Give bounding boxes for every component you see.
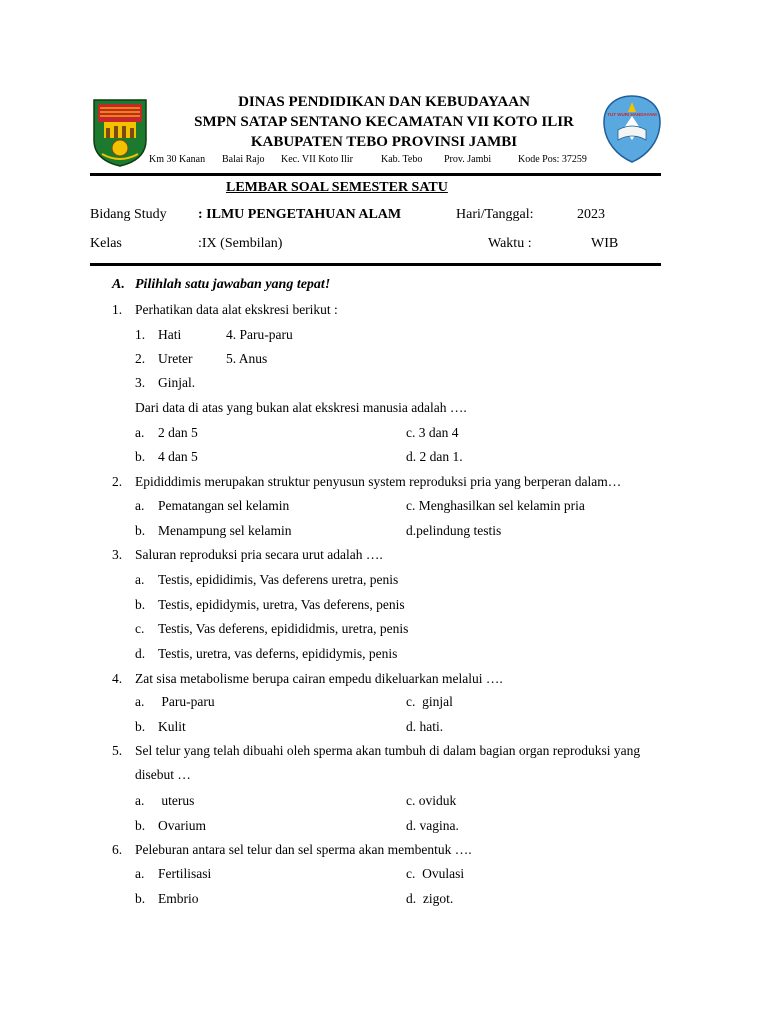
option-text: d. vagina. <box>406 818 459 833</box>
option-letter: b. <box>135 449 146 464</box>
option-letter: b. <box>135 891 146 906</box>
date-label: Hari/Tanggal: <box>456 207 534 222</box>
option-text: Embrio <box>158 891 199 906</box>
question-text: Peleburan antara sel telur dan sel sperma akan membentuk …. <box>135 842 472 857</box>
time-value: WIB <box>591 236 619 251</box>
question-text: Saluran reproduksi pria secara urut adalah …. <box>135 547 383 562</box>
option-text: d. zigot. <box>406 891 454 906</box>
option-text: Kulit <box>158 719 186 734</box>
question-number: 3. <box>112 547 123 562</box>
option-text: 2 dan 5 <box>158 425 198 440</box>
list-item: Hati <box>158 327 182 342</box>
class-value: :IX (Sembilan) <box>198 236 283 251</box>
question-number: 2. <box>112 474 123 489</box>
option-text: c. Menghasilkan sel kelamin pria <box>406 498 585 513</box>
header-line-1: DINAS PENDIDIKAN DAN KEBUDAYAAN <box>238 94 530 110</box>
option-letter: a. <box>135 793 145 808</box>
section-instruction: Pilihlah satu jawaban yang tepat! <box>135 277 331 292</box>
header-line-2: SMPN SATAP SENTANO KECAMATAN VII KOTO ILIR <box>194 114 574 130</box>
question-number: 4. <box>112 671 123 686</box>
option-letter: a. <box>135 866 145 881</box>
option-letter: a. <box>135 425 145 440</box>
subject-value: : ILMU PENGETAHUAN ALAM <box>198 207 402 222</box>
option-letter: d. <box>135 646 146 661</box>
option-letter: a. <box>135 694 145 709</box>
option-letter: a. <box>135 498 145 513</box>
address-district: Kec. VII Koto Ilir <box>281 154 354 165</box>
section-letter: A. <box>112 277 125 292</box>
list-number: 2. <box>135 351 146 366</box>
sheet-title: LEMBAR SOAL SEMESTER SATU <box>226 180 448 195</box>
address-village: Balai Rajo <box>222 154 265 165</box>
option-text: d. 2 dan 1. <box>406 449 463 464</box>
option-text: Menampung sel kelamin <box>158 523 292 538</box>
question-text: Epididdimis merupakan struktur penyusun system reproduksi pria yang berperan dalam… <box>135 474 622 489</box>
option-text: 4 dan 5 <box>158 449 198 464</box>
option-letter: b. <box>135 818 146 833</box>
question-prompt: Dari data di atas yang bukan alat ekskresi manusia adalah …. <box>135 400 467 415</box>
option-text: Pematangan sel kelamin <box>158 498 290 513</box>
option-text: uterus <box>158 793 195 808</box>
list-number: 3. <box>135 375 146 390</box>
option-text: Testis, Vas deferens, epidididmis, uretra, penis <box>158 621 409 636</box>
option-text: d. hati. <box>406 719 444 734</box>
option-text: d.pelindung testis <box>406 523 502 538</box>
info-divider <box>90 263 661 266</box>
letterhead-divider <box>90 173 661 176</box>
option-text: Testis, epididimis, Vas deferens uretra, penis <box>158 572 399 587</box>
option-text: c. ginjal <box>406 694 453 709</box>
option-letter: a. <box>135 572 145 587</box>
option-letter: c. <box>135 621 145 636</box>
question-number: 5. <box>112 743 123 758</box>
option-text: c. oviduk <box>406 793 457 808</box>
subject-label: Bidang Study <box>90 207 167 222</box>
option-letter: b. <box>135 523 146 538</box>
option-text: Testis, epididymis, uretra, Vas deferens, penis <box>158 597 405 612</box>
option-letter: b. <box>135 719 146 734</box>
list-item: 5. Anus <box>226 351 268 366</box>
address-regency: Kab. Tebo <box>381 154 423 165</box>
question-text: Zat sisa metabolisme berupa cairan empedu dikeluarkan melalui …. <box>135 671 503 686</box>
address-km: Km 30 Kanan <box>149 154 206 165</box>
list-item: Ginjal. <box>158 375 196 390</box>
option-text: Testis, uretra, vas deferns, epididymis, penis <box>158 646 398 661</box>
option-text: c. 3 dan 4 <box>406 425 459 440</box>
class-label: Kelas <box>90 236 122 251</box>
question-number: 6. <box>112 842 123 857</box>
logo-caption: TUT WURI HANDAYANI <box>607 112 657 117</box>
time-label: Waktu : <box>488 236 532 251</box>
option-text: Ovarium <box>158 818 206 833</box>
list-item: Ureter <box>158 351 193 366</box>
list-item: 4. Paru-paru <box>226 327 293 342</box>
list-number: 1. <box>135 327 146 342</box>
option-text: Fertilisasi <box>158 866 212 881</box>
question-text: Perhatikan data alat ekskresi berikut : <box>135 302 338 317</box>
option-text: c. Ovulasi <box>406 866 465 881</box>
question-text-continued: disebut … <box>135 767 191 782</box>
header-line-3: KABUPATEN TEBO PROVINSI JAMBI <box>250 134 518 150</box>
question-number: 1. <box>112 302 123 317</box>
question-text: Sel telur yang telah dibuahi oleh sperma akan tumbuh di dalam bagian organ reproduksi yang <box>135 743 641 758</box>
option-text: Paru-paru <box>158 694 215 709</box>
option-letter: b. <box>135 597 146 612</box>
address-postcode: Kode Pos: 37259 <box>518 154 587 165</box>
date-value: 2023 <box>577 207 605 222</box>
address-province: Prov. Jambi <box>444 154 492 165</box>
